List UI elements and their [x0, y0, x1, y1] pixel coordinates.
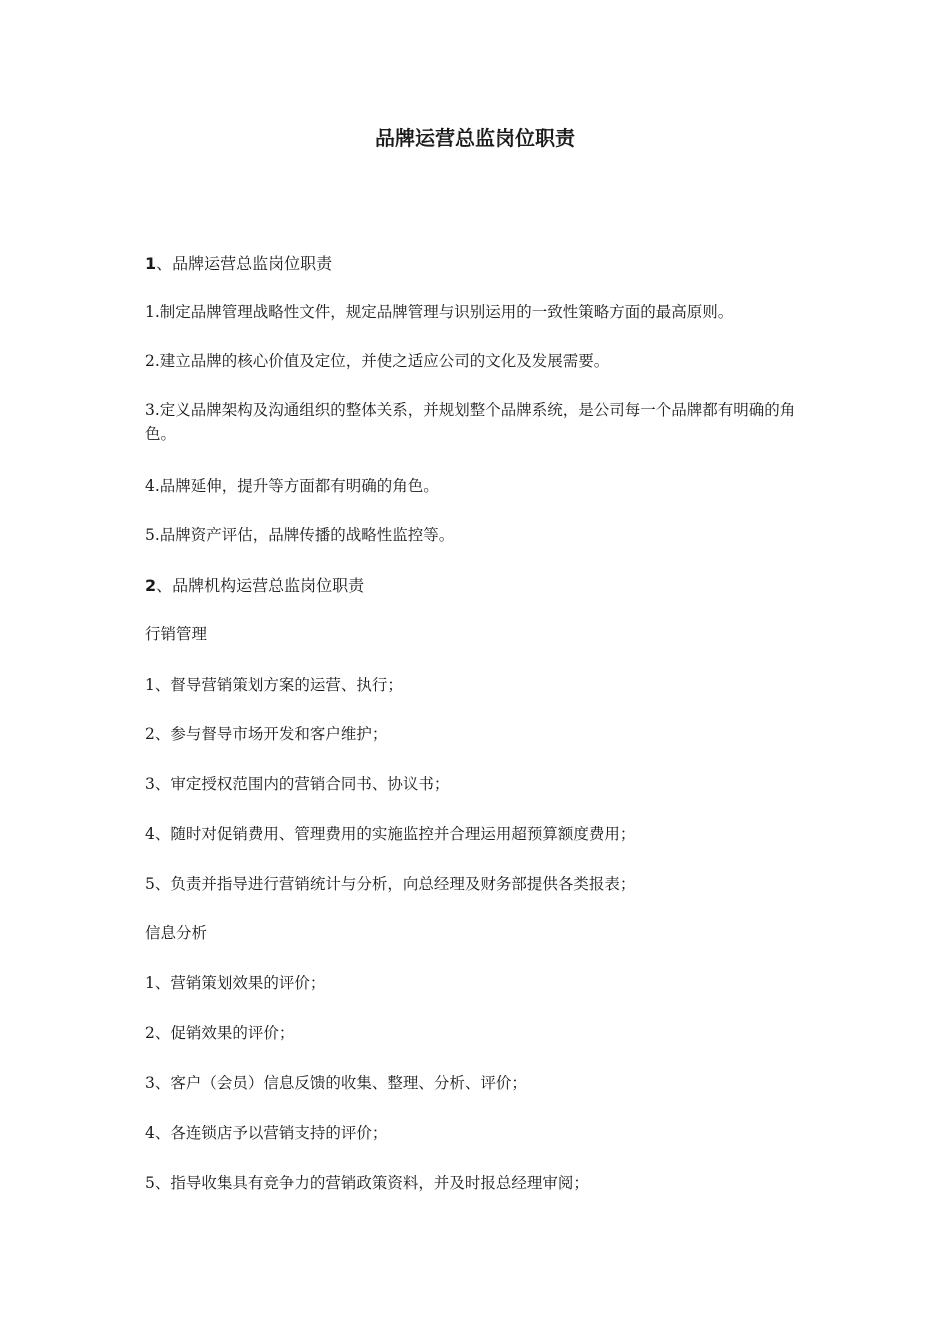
analysis-item-3: 3、客户（会员）信息反馈的收集、整理、分析、评价；	[145, 1074, 527, 1092]
section-2-number: 2	[145, 576, 157, 595]
section-1-heading-text: 、品牌运营总监岗位职责	[156, 254, 333, 273]
section-1-item-2: 2.建立品牌的核心价值及定位，并使之适应公司的文化及发展需要。	[145, 352, 610, 370]
section-1-item-1: 1.制定品牌管理战略性文件，规定品牌管理与识别运用的一致性策略方面的最高原则。	[145, 303, 734, 321]
section-2-heading-text: 、品牌机构运营总监岗位职责	[156, 576, 365, 595]
section-1-item-4: 4.品牌延伸，提升等方面都有明确的角色。	[145, 477, 439, 495]
marketing-item-5: 5、负责并指导进行营销统计与分析，向总经理及财务部提供各类报表；	[145, 875, 636, 893]
section-1-item-5: 5.品牌资产评估，品牌传播的战略性监控等。	[145, 526, 455, 544]
analysis-item-1: 1、营销策划效果的评价；	[145, 974, 326, 992]
document-title: 品牌运营总监岗位职责	[375, 126, 575, 150]
subsection-analysis-label: 信息分析	[145, 924, 208, 942]
marketing-item-1: 1、督导营销策划方案的运营、执行；	[145, 676, 403, 694]
section-1-number: 1	[145, 254, 157, 273]
section-2-heading	[145, 574, 813, 598]
analysis-item-4: 4、各连锁店予以营销支持的评价；	[145, 1124, 388, 1142]
marketing-item-3: 3、审定授权范围内的营销合同书、协议书；	[145, 775, 450, 793]
marketing-item-2: 2、参与督导市场开发和客户维护；	[145, 725, 388, 743]
section-1-heading	[145, 252, 813, 276]
section-1-item-3: 3.定义品牌架构及沟通组织的整体关系，并规划整个品牌系统，是公司每一个品牌都有明确的角色。	[145, 401, 796, 443]
subsection-marketing-label: 行销管理	[145, 625, 208, 643]
analysis-item-5: 5、指导收集具有竞争力的营销政策资料，并及时报总经理审阅；	[145, 1174, 589, 1192]
analysis-item-2: 2、促销效果的评价；	[145, 1024, 295, 1042]
marketing-item-4: 4、随时对促销费用、管理费用的实施监控并合理运用超预算额度费用；	[145, 825, 636, 843]
